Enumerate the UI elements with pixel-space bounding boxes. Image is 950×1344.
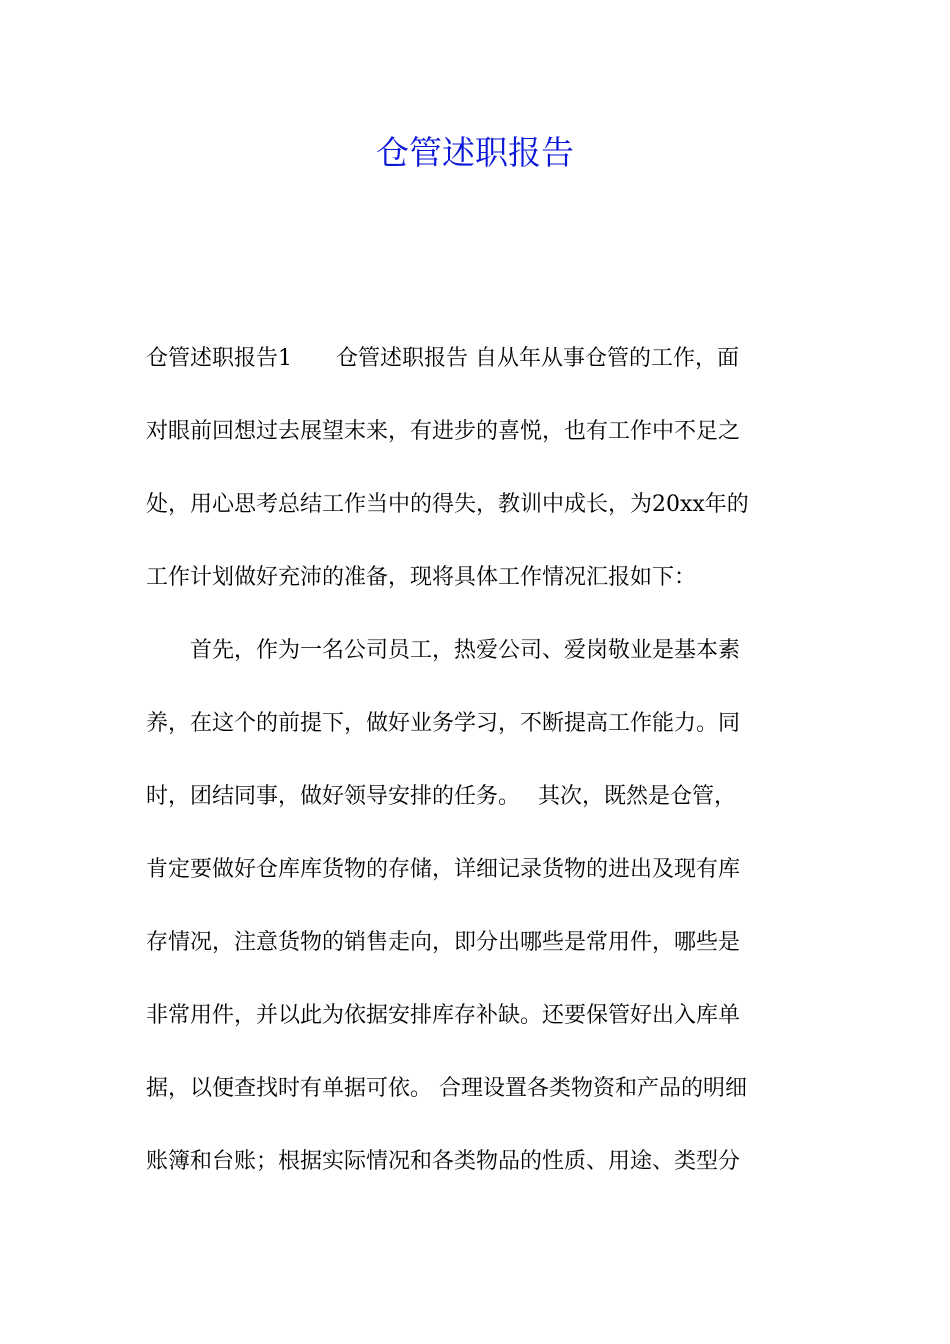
- body-line: 账簿和台账；根据实际情况和各类物品的性质、用途、类型分: [146, 1149, 741, 1174]
- body-line: 首先，作为一名公司员工，热爱公司、爱岗敬业是基本素: [146, 638, 741, 663]
- body-line: 处，用心思考总结工作当中的得失，教训中成长，为20xx年的: [146, 492, 749, 517]
- body-line: 时，团结同事，做好领导安排的任务。 其次，既然是仓管，: [146, 784, 736, 809]
- document-title: 仓管述职报告: [376, 133, 574, 172]
- body-line: 养，在这个的前提下，做好业务学习，不断提高工作能力。同: [146, 711, 741, 736]
- body-line: 肯定要做好仓库库货物的存储，详细记录货物的进出及现有库: [146, 857, 741, 882]
- body-line: 对眼前回想过去展望末来，有进步的喜悦，也有工作中不足之: [146, 419, 741, 444]
- body-line: 工作计划做好充沛的准备，现将具体工作情况汇报如下：: [146, 565, 697, 590]
- body-line: 非常用件，并以此为依据安排库存补缺。还要保管好出入库单: [146, 1003, 741, 1028]
- body-line: 存情况，注意货物的销售走向，即分出哪些是常用件，哪些是: [146, 930, 741, 955]
- body-line: 据，以便查找时有单据可依。 合理设置各类物资和产品的明细: [146, 1076, 747, 1101]
- body-line: 仓管述职报告1 仓管述职报告 自从年从事仓管的工作，面: [146, 346, 739, 371]
- document-body: [146, 334, 806, 1210]
